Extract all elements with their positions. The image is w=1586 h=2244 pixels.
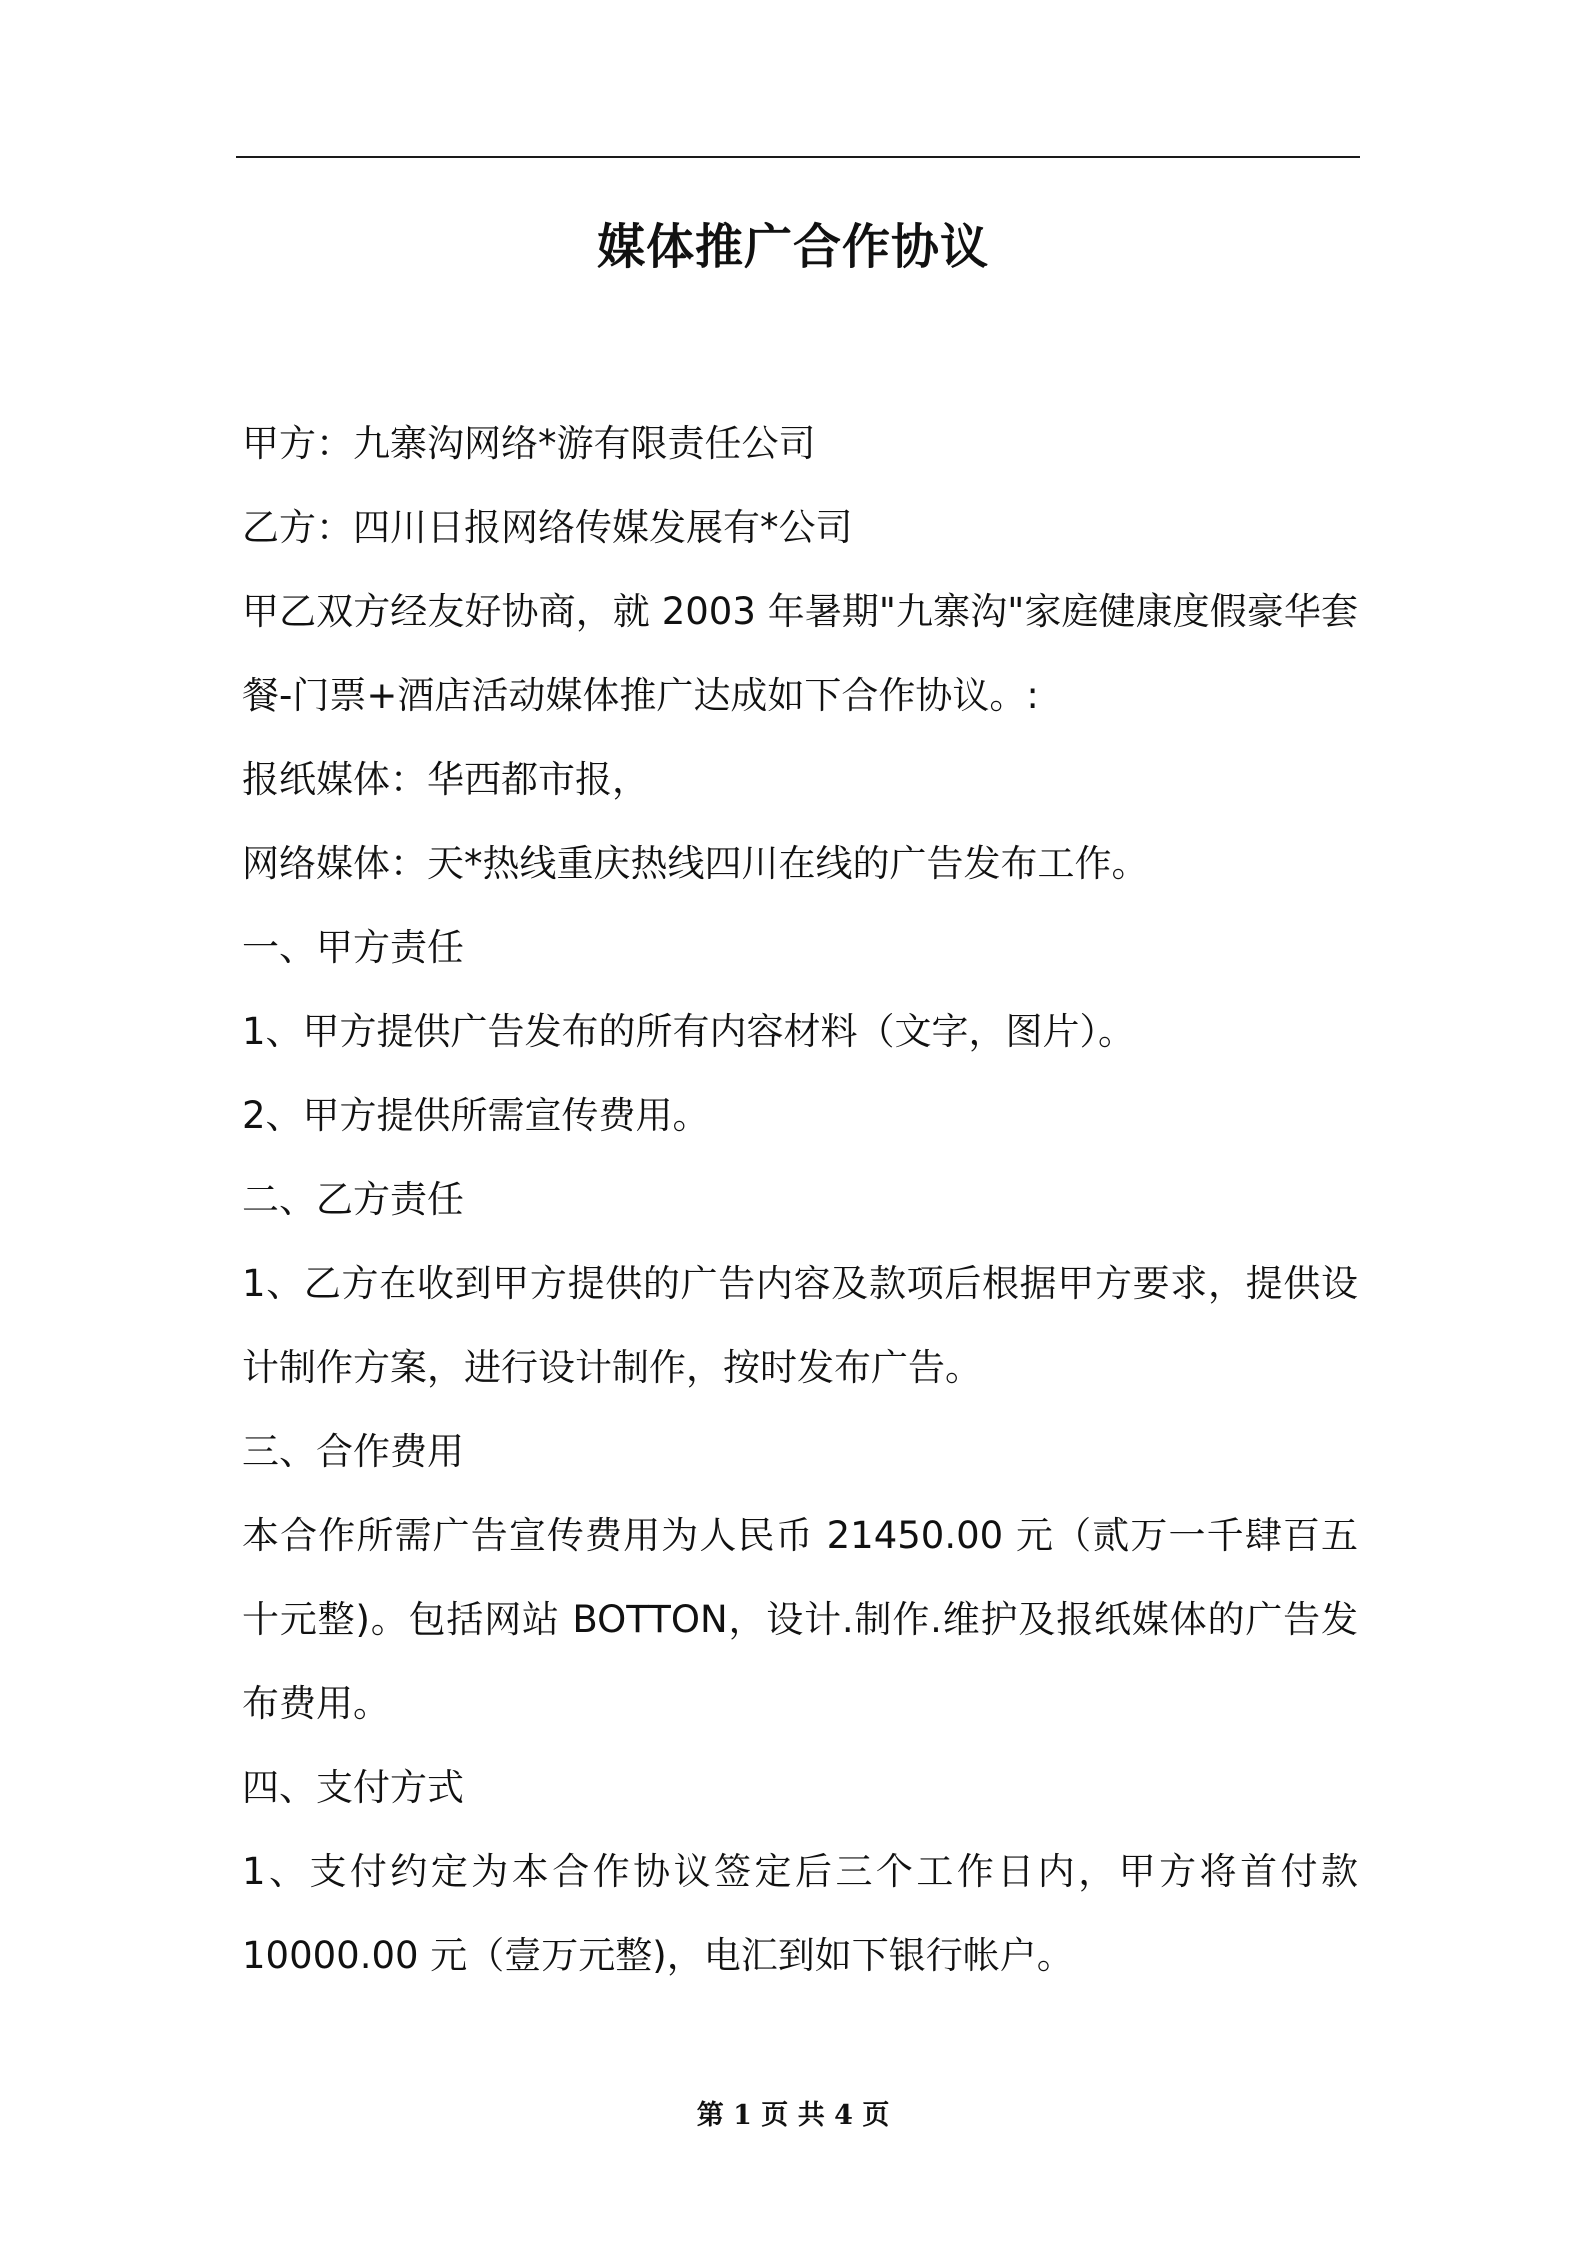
footer-middle: 页 共 xyxy=(761,2100,825,2131)
party-a-clause-1: 1、甲方提供广告发布的所有内容材料（文字，图片）。 xyxy=(242,1010,1136,1053)
payment-clause-1: 1、支付约定为本合作协议签定后三个工作日内，甲方将首付款 10000.00 元（壹万元整)，电汇到如下银行帐户。 xyxy=(242,1850,1358,1977)
party-a-line: 甲方：九寨沟网络*游有限责任公司 xyxy=(242,422,816,465)
newspaper-media-line: 报纸媒体：华西都市报， xyxy=(242,758,649,801)
section-heading-payment: 四、支付方式 xyxy=(242,1766,464,1809)
intro-paragraph: 甲乙双方经友好协商，就 2003 年暑期"九寨沟"家庭健康度假豪华套餐-门票+酒店活动媒体推广达成如下合作协议。: xyxy=(242,590,1358,717)
section-heading-fees: 三、合作费用 xyxy=(242,1430,464,1473)
page-number-footer xyxy=(0,2096,1586,2136)
document-title: 媒体推广合作协议 xyxy=(596,219,989,275)
footer-current-page: 1 xyxy=(733,2100,752,2131)
party-b-line: 乙方：四川日报网络传媒发展有*公司 xyxy=(242,506,853,549)
footer-suffix: 页 xyxy=(862,2100,890,2131)
fees-paragraph: 本合作所需广告宣传费用为人民币 21450.00 元（贰万一千肆百五十元整)。包括网站 BOTTON，设计.制作.维护及报纸媒体的广告发布费用。 xyxy=(242,1514,1358,1725)
party-b-clause-1: 1、乙方在收到甲方提供的广告内容及款项后根据甲方要求，提供设计制作方案，进行设计制作，按时发布广告。 xyxy=(242,1262,1358,1389)
party-a-clause-2: 2、甲方提供所需宣传费用。 xyxy=(242,1094,710,1137)
online-media-line: 网络媒体：天*热线重庆热线四川在线的广告发布工作。 xyxy=(242,842,1149,885)
section-heading-party-a: 一、甲方责任 xyxy=(242,926,464,969)
header-rule xyxy=(236,156,1360,158)
footer-prefix: 第 xyxy=(696,2100,724,2131)
section-heading-party-b: 二、乙方责任 xyxy=(242,1178,464,1221)
document-body xyxy=(242,402,1358,1998)
footer-total-pages: 4 xyxy=(834,2100,853,2131)
